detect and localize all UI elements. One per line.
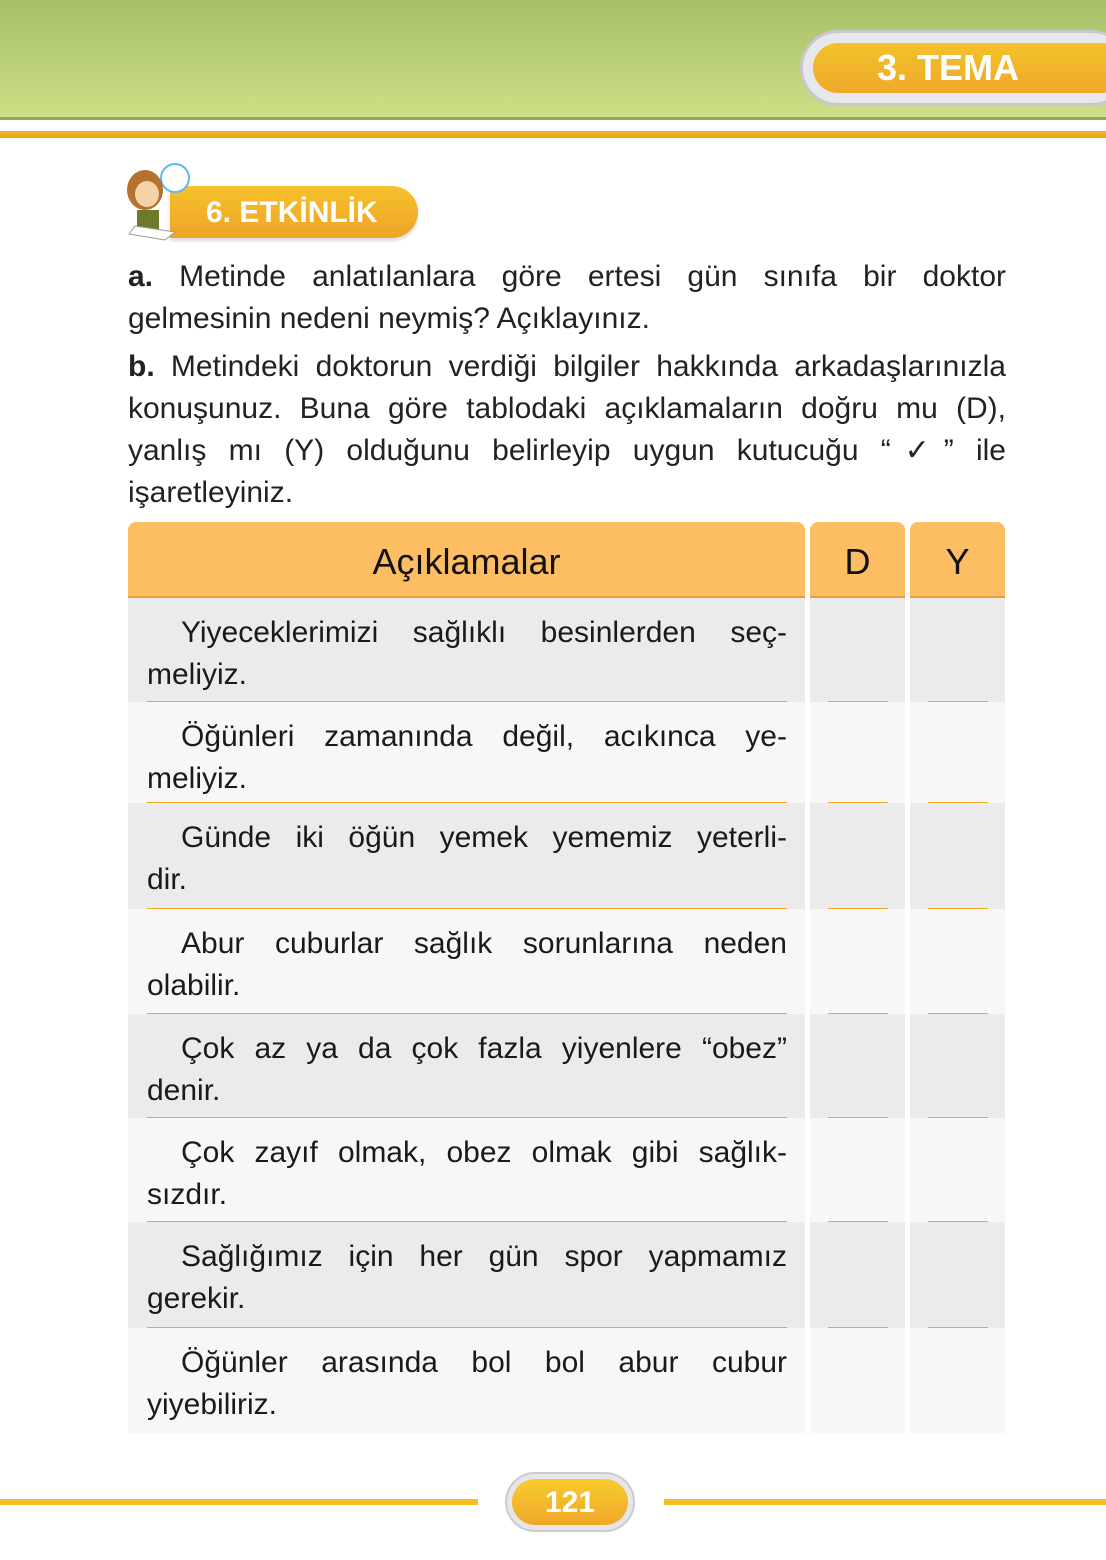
checkbox-d[interactable] bbox=[810, 598, 905, 702]
checkbox-d[interactable] bbox=[810, 909, 905, 1014]
checkbox-d[interactable] bbox=[810, 1222, 905, 1328]
checkbox-y[interactable] bbox=[910, 598, 1005, 702]
statement-line-2: dir. bbox=[147, 863, 188, 896]
statement-line-2: sızdır. bbox=[147, 1178, 228, 1211]
checkbox-d[interactable] bbox=[810, 702, 905, 803]
activity-title: 6. ETKİNLİK bbox=[170, 186, 418, 238]
question-b: b. Metindeki doktorun verdiği bilgiler hakkında arkadaşlarınızla konuşunuz. Buna göre tablodaki açıklamaların doğru mu (D), yanlış mı (Y) olduğunu belirleyip uygun kutucuğu “✓” ile işaretleyiniz. bbox=[128, 350, 1006, 509]
statement-line-2: yiyebiliriz. bbox=[147, 1388, 278, 1421]
table-row bbox=[128, 702, 805, 803]
statement-line-1: Günde iki öğün yemek yememiz yeterli- bbox=[181, 821, 787, 854]
girl-reading-icon bbox=[115, 160, 195, 242]
checkbox-y[interactable] bbox=[910, 1328, 1005, 1433]
statement-line-1: Öğünler arasında bol bol abur cubur bbox=[181, 1346, 787, 1379]
statement-line-2: gerekir. bbox=[147, 1282, 246, 1315]
table-row bbox=[128, 1328, 805, 1433]
statement-line-1: Sağlığımız için her gün spor yapmamız bbox=[181, 1240, 787, 1273]
checkbox-y[interactable] bbox=[910, 1118, 1005, 1222]
checkbox-y[interactable] bbox=[910, 909, 1005, 1014]
divider bbox=[0, 131, 1106, 138]
statement-line-1: Öğünleri zamanında değil, acıkınca ye- bbox=[181, 720, 787, 753]
header-aciklamalar: Açıklamalar bbox=[128, 522, 805, 598]
statement-line-1: Çok zayıf olmak, obez olmak gibi sağlık- bbox=[181, 1136, 787, 1169]
page-number-badge bbox=[505, 1472, 635, 1532]
table-row bbox=[128, 909, 805, 1014]
checkbox-d[interactable] bbox=[810, 1328, 905, 1433]
table-row bbox=[128, 1118, 805, 1222]
checkbox-d[interactable] bbox=[810, 1118, 905, 1222]
footer-line-left bbox=[0, 1499, 478, 1505]
theme-label: 3. TEMA bbox=[813, 43, 1106, 93]
statement-line-2: meliyiz. bbox=[147, 762, 248, 795]
checkbox-y[interactable] bbox=[910, 1222, 1005, 1328]
checkbox-y[interactable] bbox=[910, 702, 1005, 803]
header-y: Y bbox=[910, 522, 1005, 598]
statement-line-2: olabilir. bbox=[147, 969, 241, 1002]
statement-line-1: Çok az ya da çok fazla yiyenlere “obez” bbox=[181, 1032, 787, 1065]
checkbox-d[interactable] bbox=[810, 803, 905, 909]
table-row bbox=[128, 1014, 805, 1118]
statement-line-2: meliyiz. bbox=[147, 658, 248, 691]
table-row bbox=[128, 598, 805, 702]
footer-line-right bbox=[664, 1499, 1106, 1505]
statement-line-1: Abur cuburlar sağlık sorunlarına neden bbox=[181, 927, 787, 960]
table-row bbox=[128, 803, 805, 909]
header-d: D bbox=[810, 522, 905, 598]
theme-badge bbox=[800, 30, 1106, 106]
checkbox-y[interactable] bbox=[910, 1014, 1005, 1118]
statement-line-1: Yiyeceklerimizi sağlıklı besinlerden seç- bbox=[181, 616, 787, 649]
checkbox-d[interactable] bbox=[810, 1014, 905, 1118]
table-row bbox=[128, 1222, 805, 1328]
page-number: 121 bbox=[512, 1479, 628, 1525]
checkbox-y[interactable] bbox=[910, 803, 1005, 909]
question-a: a. Metinde anlatılanlara göre ertesi gün sınıfa bir doktor gelmesinin nedeni neymiş? Açıklayınız. bbox=[128, 260, 1006, 335]
statement-line-2: denir. bbox=[147, 1074, 221, 1107]
